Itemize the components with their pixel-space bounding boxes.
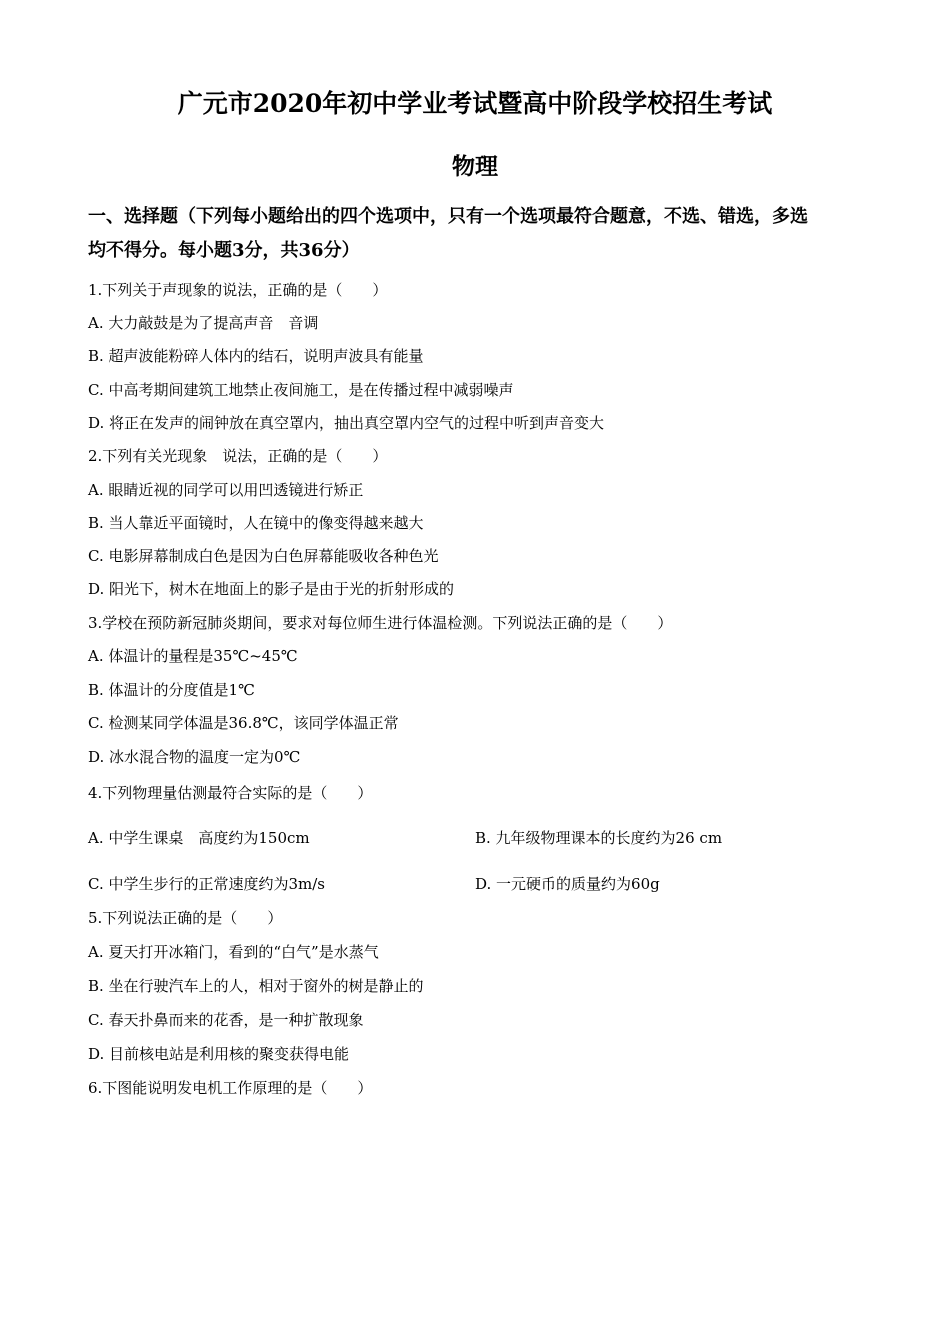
question-5-option-a: A. 夏天打开冰箱门，看到的“白气”是水蒸气 xyxy=(88,943,379,961)
section-instruction-line1: 一、选择题（下列每小题给出的四个选项中，只有一个选项最符合题意，不选、错选，多选 xyxy=(88,206,808,227)
question-4-option-a: A. 中学生课桌 高度约为150cm xyxy=(88,829,310,847)
question-4-option-d: D. 一元硬币的质量约为60g xyxy=(475,875,660,893)
question-2-option-c: C. 电影屏幕制成白色是因为白色屏幕能吸收各种色光 xyxy=(88,547,439,565)
question-2-option-d: D. 阳光下，树木在地面上的影子是由于光的折射形成的 xyxy=(88,580,455,598)
question-1-option-d: D. 将正在发声的闹钟放在真空罩内，抽出真空罩内空气的过程中听到声音变大 xyxy=(88,414,605,432)
question-2-stem: 2.下列有关光现象 说法，正确的是（ ） xyxy=(88,447,388,465)
question-2-option-a: A. 眼睛近视的同学可以用凹透镜进行矫正 xyxy=(88,481,364,499)
question-5-option-b: B. 坐在行驶汽车上的人，相对于窗外的树是静止的 xyxy=(88,977,424,995)
question-1-stem: 1.下列关于声现象的说法，正确的是（ ） xyxy=(88,281,388,299)
exam-title: 广元市2020年初中学业考试暨高中阶段学校招生考试 xyxy=(177,89,773,118)
question-5-option-d: D. 目前核电站是利用核的聚变获得电能 xyxy=(88,1045,350,1063)
question-3-option-a: A. 体温计的量程是35℃~45℃ xyxy=(88,647,298,665)
question-5-stem: 5.下列说法正确的是（ ） xyxy=(88,909,283,927)
question-6-stem: 6.下图能说明发电机工作原理的是（ ） xyxy=(88,1079,373,1097)
question-4-option-b: B. 九年级物理课本的长度约为26 cm xyxy=(475,829,723,847)
question-4-stem: 4.下列物理量估测最符合实际的是（ ） xyxy=(88,784,373,802)
question-2-option-b: B. 当人靠近平面镜时，人在镜中的像变得越来越大 xyxy=(88,514,424,532)
question-5-option-c: C. 春天扑鼻而来的花香，是一种扩散现象 xyxy=(88,1011,364,1029)
section-header xyxy=(88,200,868,268)
section-instruction-line2: 均不得分。每小题3分，共36分） xyxy=(88,240,360,261)
question-3-option-b: B. 体温计的分度值是1℃ xyxy=(88,681,255,699)
question-3-stem: 3.学校在预防新冠肺炎期间，要求对每位师生进行体温检测。下列说法正确的是（ ） xyxy=(88,614,673,632)
question-4-option-c: C. 中学生步行的正常速度约为3m/s xyxy=(88,875,325,893)
subject-title: 物理 xyxy=(452,153,498,180)
question-1-option-c: C. 中高考期间建筑工地禁止夜间施工，是在传播过程中减弱噪声 xyxy=(88,381,514,399)
question-3-option-c: C. 检测某同学体温是36.8℃，该同学体温正常 xyxy=(88,714,399,732)
question-3-option-d: D. 冰水混合物的温度一定为0℃ xyxy=(88,748,301,766)
question-1-option-b: B. 超声波能粉碎人体内的结石，说明声波具有能量 xyxy=(88,347,424,365)
question-1-option-a: A. 大力敲鼓是为了提高声音 音调 xyxy=(88,314,319,332)
